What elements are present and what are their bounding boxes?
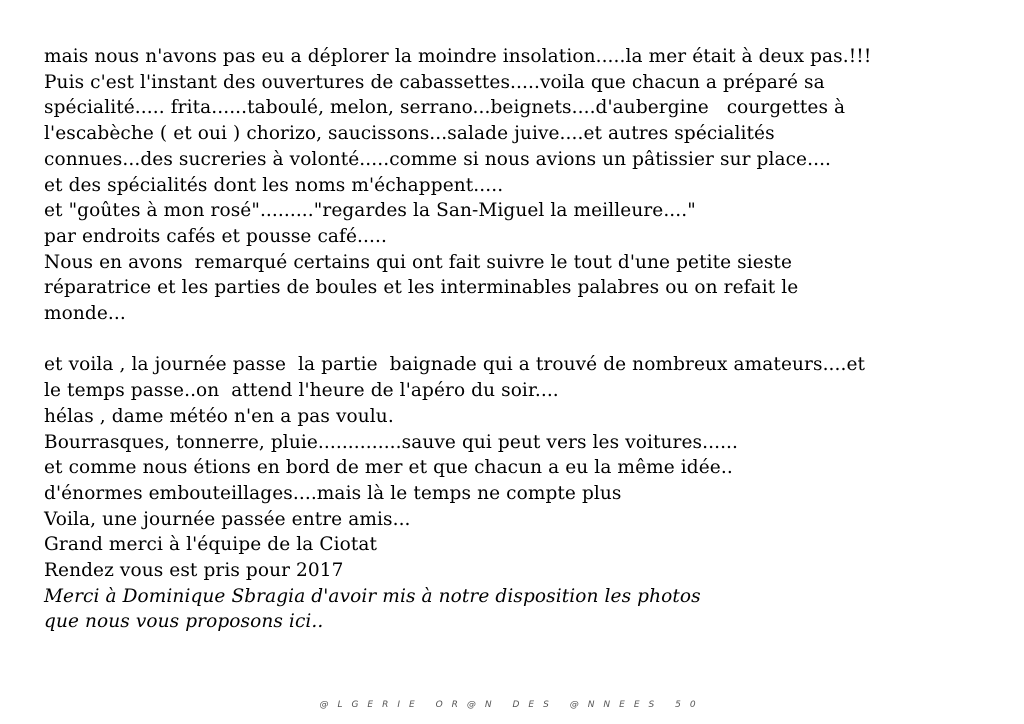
document-body (44, 44, 1014, 635)
photo-credit-line: Merci à Dominique Sbragia d'avoir mis à notre disposition les photos (44, 585, 701, 607)
text-line: spécialité..... frita......taboulé, melon, serrano...beignets....d'aubergine courgettes à (44, 97, 846, 119)
text-line: mais nous n'avons pas eu a déplorer la moindre insolation.....la mer était à deux pas.!!! (44, 46, 872, 67)
paragraph-spacer (44, 327, 1014, 353)
text-line: Nous en avons remarqué certains qui ont fait suivre le tout d'une petite sieste (44, 251, 793, 273)
text-line: Puis c'est l'instant des ouvertures de cabassettes.....voila que chacun a préparé sa (44, 71, 825, 93)
text-line: réparatrice et les parties de boules et les interminables palabres ou on refait le (44, 277, 799, 299)
text-line: monde... (44, 303, 126, 325)
text-line: hélas , dame météo n'en a pas voulu. (44, 405, 394, 427)
footer-watermark: @LGERIE OR@N DES @NNEES 50 (319, 700, 705, 710)
text-line: et comme nous étions en bord de mer et que chacun a eu la même idée.. (44, 457, 733, 479)
text-line: et voila , la journée passe la partie baignade qui a trouvé de nombreux amateurs....et (44, 354, 866, 376)
text-line: le temps passe..on attend l'heure de l'apéro du soir.... (44, 380, 559, 402)
text-line: et des spécialités dont les noms m'échappent..... (44, 174, 504, 196)
photo-credit-line: que nous vous proposons ici.. (44, 611, 324, 633)
text-line: d'énormes embouteillages....mais là le temps ne compte plus (44, 482, 622, 504)
text-line: par endroits cafés et pousse café..... (44, 225, 387, 247)
text-line: connues...des sucreries à volonté.....comme si nous avions un pâtissier sur place.... (44, 148, 832, 170)
text-line: l'escabèche ( et oui ) chorizo, saucissons...salade juive....et autres spécialités (44, 123, 775, 145)
text-line: et "goûtes à mon rosé"........."regardes la San-Miguel la meilleure...." (44, 200, 696, 222)
text-line: Bourrasques, tonnerre, pluie..............sauve qui peut vers les voitures...... (44, 431, 739, 453)
text-line: Rendez vous est pris pour 2017 (44, 560, 344, 582)
text-line: Voila, une journée passée entre amis... (44, 508, 411, 530)
text-line: Grand merci à l'équipe de la Ciotat (44, 534, 378, 556)
